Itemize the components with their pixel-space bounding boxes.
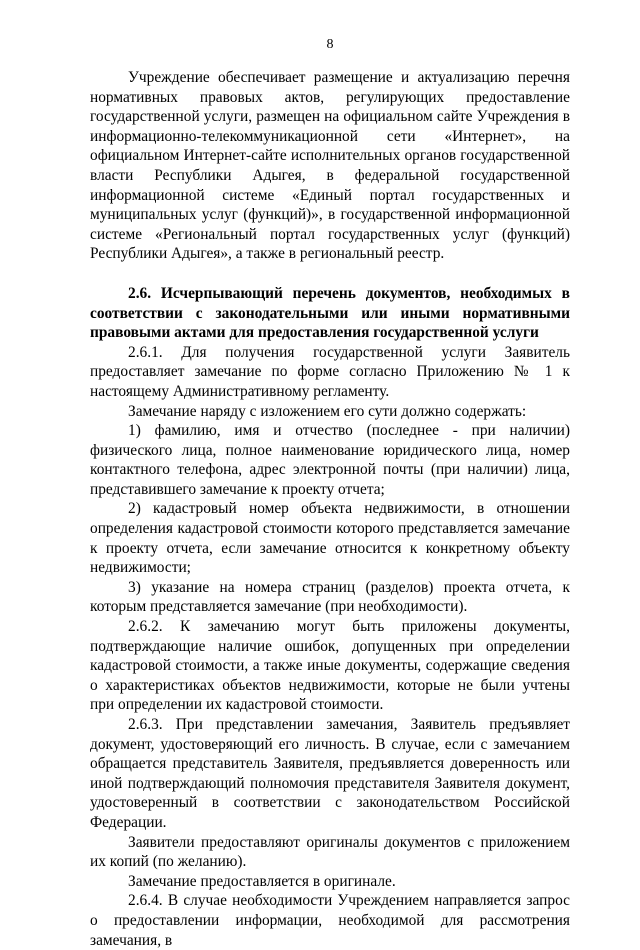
paragraph-2-6-1: 2.6.1. Для получения государственной услуги Заявитель предоставляет замечание по форме согласно Приложению № 1 к настоящему Административному регламенту. <box>90 343 570 400</box>
list-item-1: 1) фамилию, имя и отчество (последнее - при наличии) физического лица, полное наименование юридического лица, номер контактного телефона, адрес электронной почты (при наличии) лица, представившего замечание к проекту отчета; <box>90 422 570 498</box>
paragraph-originals: Заявители предоставляют оригиналы документов с приложением их копий (по желанию). <box>90 833 570 871</box>
list-item-2: 2) кадастровый номер объекта недвижимости, в отношении определения кадастровой стоимости которого представляется замечание к проекту отчета, если замечание относится к конкретному объекту недвижимости; <box>90 500 570 577</box>
paragraph-2-6-2: 2.6.2. К замечанию могут быть приложены документы, подтверждающие наличие ошибок, допущенных при определении кадастровой стоимости, а также иные документы, содержащие сведения о характеристиках объектов недвижимости, которые не были учтены при определении их кадастровой стоимости. <box>90 618 570 714</box>
paragraph-2-6-4: 2.6.4. В случае необходимости Учреждением направляется запрос о предоставлении информации, необходимой для рассмотрения замечания, в <box>90 892 570 949</box>
section-heading: 2.6. Исчерпывающий перечень документов, необходимых в соответствии с законодательными или иными нормативными правовыми актами для предоставления государственной услуги <box>90 284 570 342</box>
paragraph-2-6-3: 2.6.3. При представлении замечания, Заявитель предъявляет документ, удостоверяющий его личность. В случае, если с замечанием обращается представитель Заявителя, предъявляется доверенность или иной подтверждающий полномочия представителя Заявителя документ, удостоверенный в соответствии с законодательством Российской Федерации. <box>90 716 570 831</box>
list-item-3: 3) указание на номера страниц (разделов) проекта отчета, к которым представляется замечание (при необходимости). <box>90 578 570 616</box>
page-number: 8 <box>326 37 334 52</box>
paragraph-remark-contents: Замечание наряду с изложением его сути должно содержать: <box>128 402 527 420</box>
intro-paragraph: Учреждение обеспечивает размещение и актуализацию перечня нормативных правовых актов, регулирующих предоставление государственной услуги, размещен на официальном сайте Учреждения в информационно-телекоммуникационной сети «Интернет», на официальном Интернет-сайте исполнительных органов государственной власти Республики Адыгея, в федеральной государственной информационной системе «Единый портал государственных и муниципальных услуг (функций)», в государственной информационной системе «Региональный портал государственных услуг (функций) Республики Адыгея», а также в региональный реестр. <box>90 69 570 263</box>
paragraph-original-remark: Замечание предоставляется в оригинале. <box>128 872 396 890</box>
